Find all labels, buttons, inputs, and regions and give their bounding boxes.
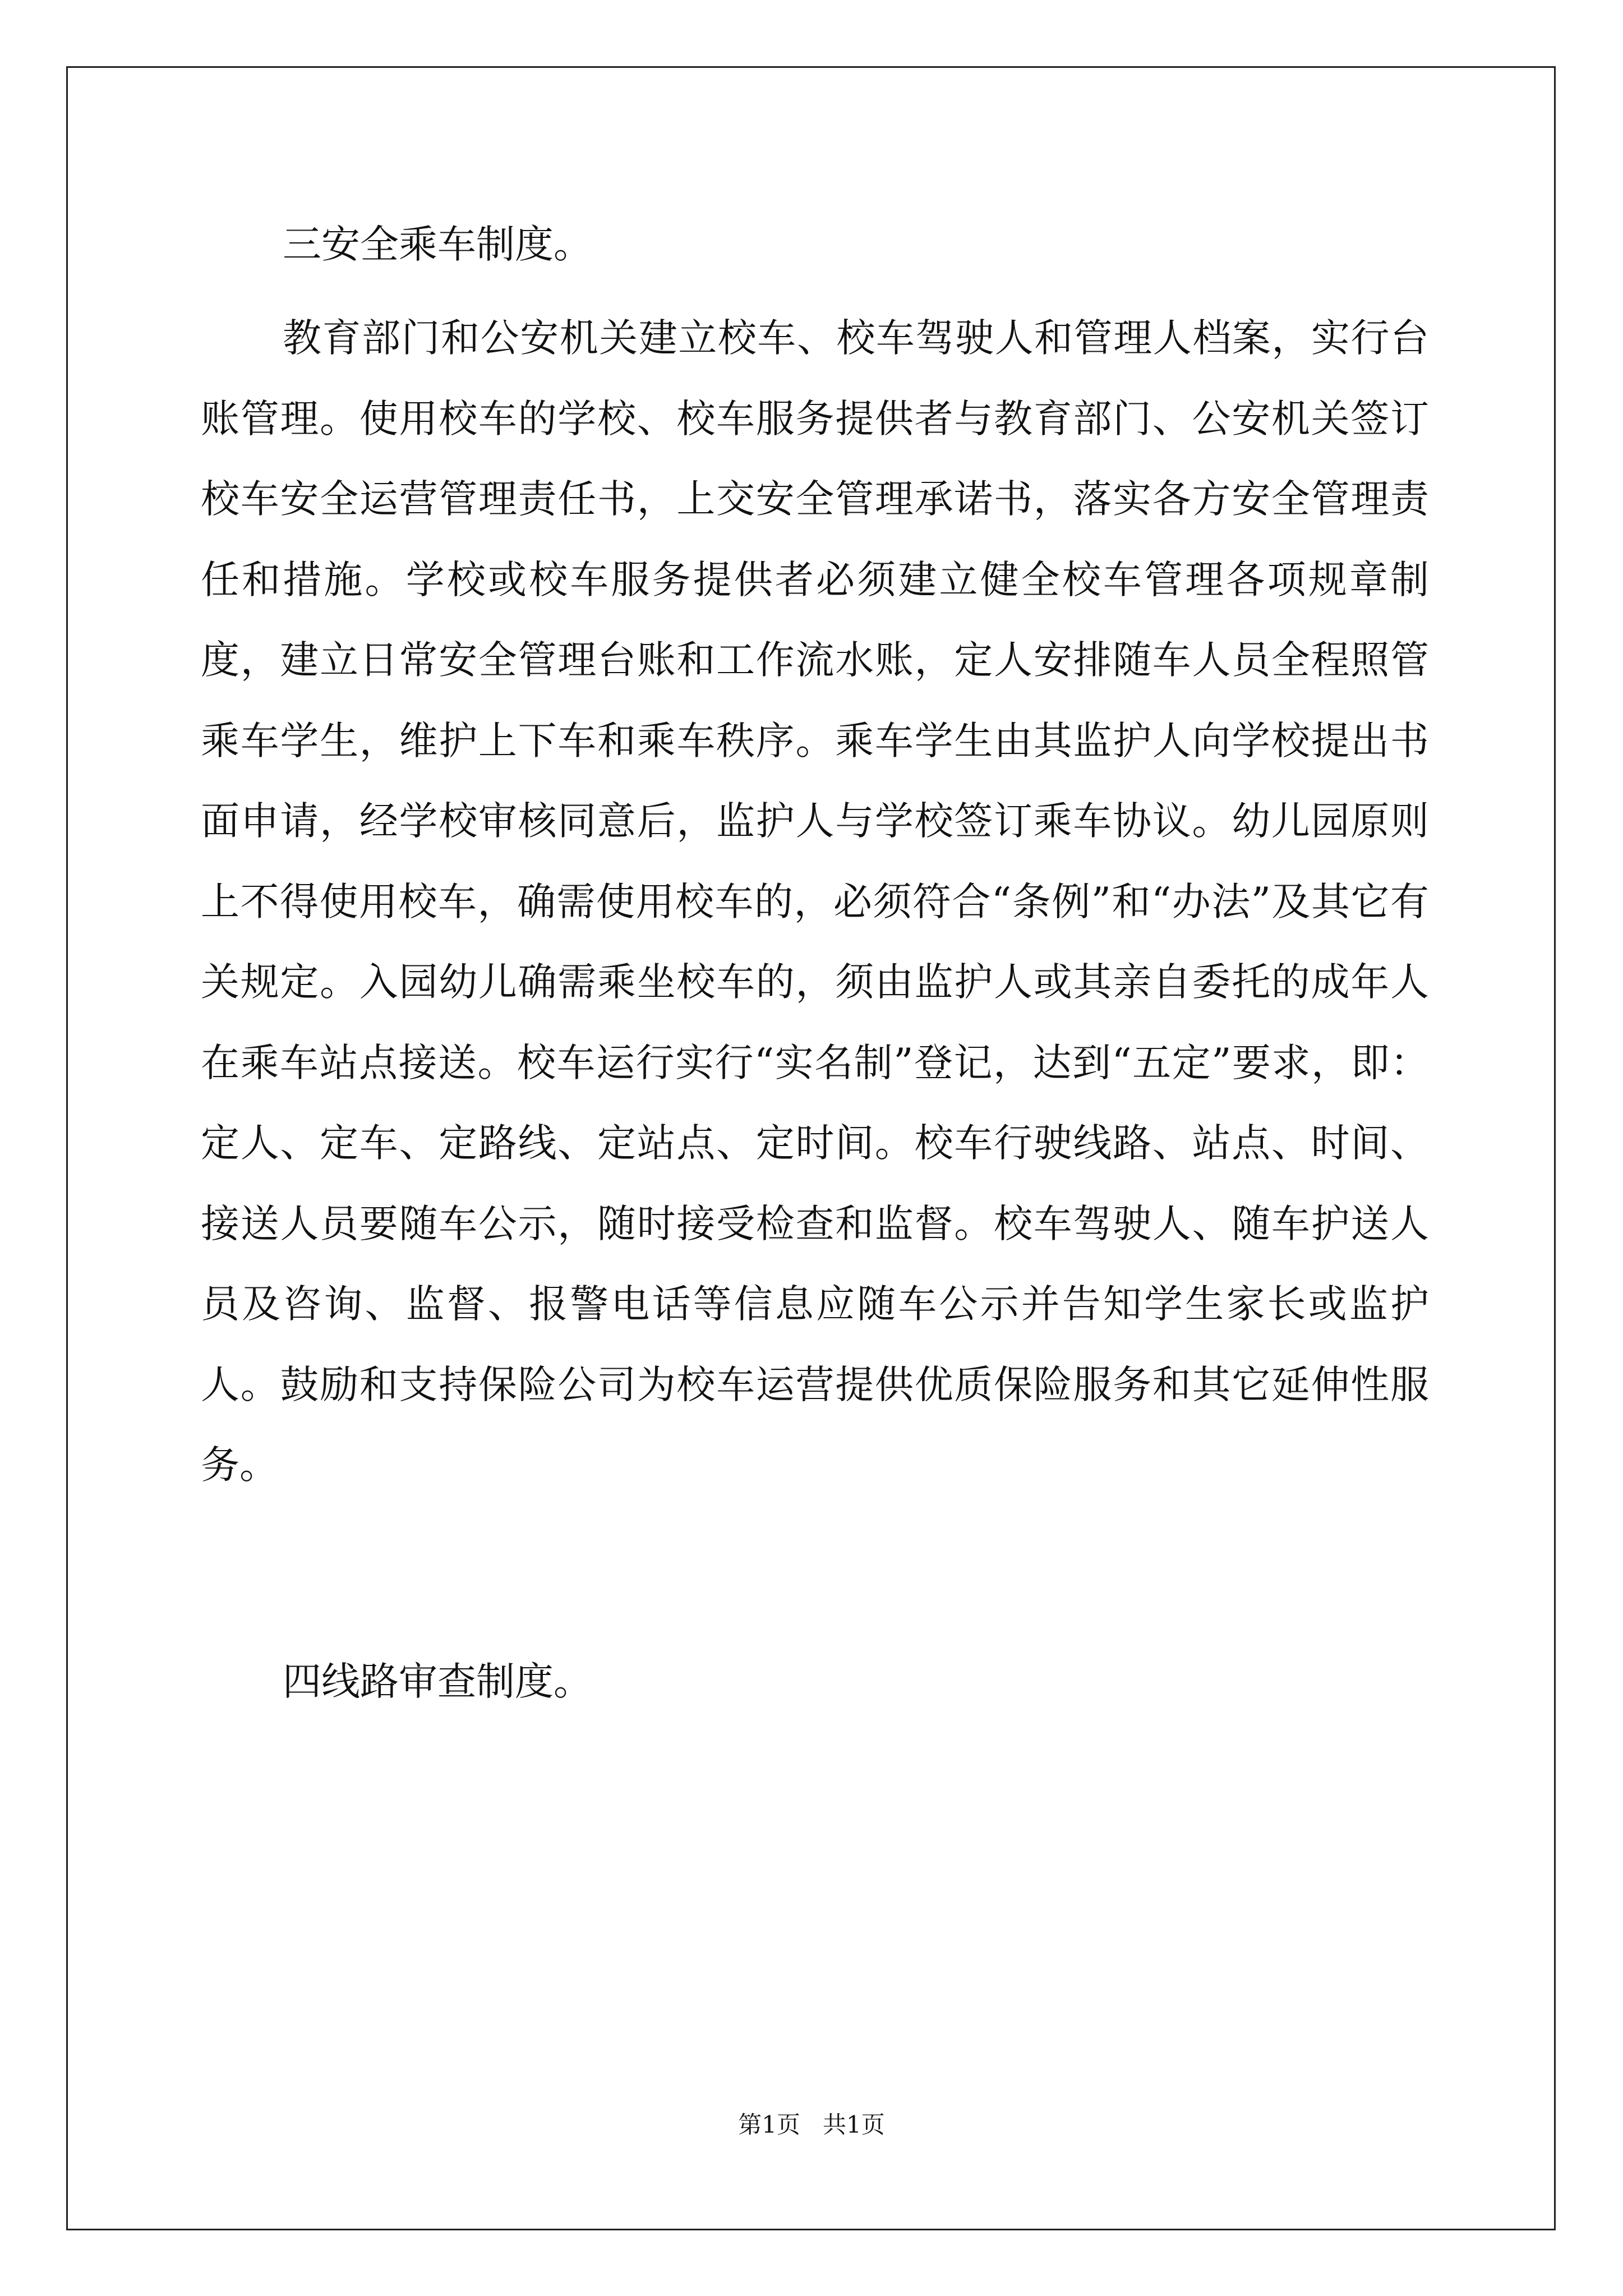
section-three-body: 教育部门和公安机关建立校车、校车驾驶人和管理人档案，实行台账管理。使用校车的学校、校车服务提供者与教育部门、公安机关签订校车安全运营管理责任书，上交安全管理承诺书，落实各方安全管理责任和措施。学校或校车服务提供者必须建立健全校车管理各项规章制度，建立日常安全管理台账和工作流水账，定人安排随车人员全程照管乘车学生，维护上下车和乘车秩序。乘车学生由其监护人向学校提出书面申请，经学校审核同意后，监护人与学校签订乘车协议。幼儿园原则上不得使用校车，确需使用校车的，必须符合“条例”和“办法”及其它有关规定。入园幼儿确需乘坐校车的，须由监护人或其亲自委托的成年人在乘车站点接送。校车运行实行“实名制”登记，达到“五定”要求，即：定人、定车、定路线、定站点、定时间。校车行驶线路、站点、时间、接送人员要随车公示，随时接受检查和监督。校车驾驶人、随车护送人员及咨询、监督、报警电话等信息应随车公示并告知学生家长或监护人。鼓励和支持保险公司为校车运营提供优质保险服务和其它延伸性服务。: [201, 316, 1429, 1488]
section-three-heading: 三安全乘车制度。: [283, 222, 592, 267]
section-four-heading: 四线路审查制度。: [283, 1659, 592, 1704]
page-footer: 第1页 共1页: [738, 2111, 885, 2138]
